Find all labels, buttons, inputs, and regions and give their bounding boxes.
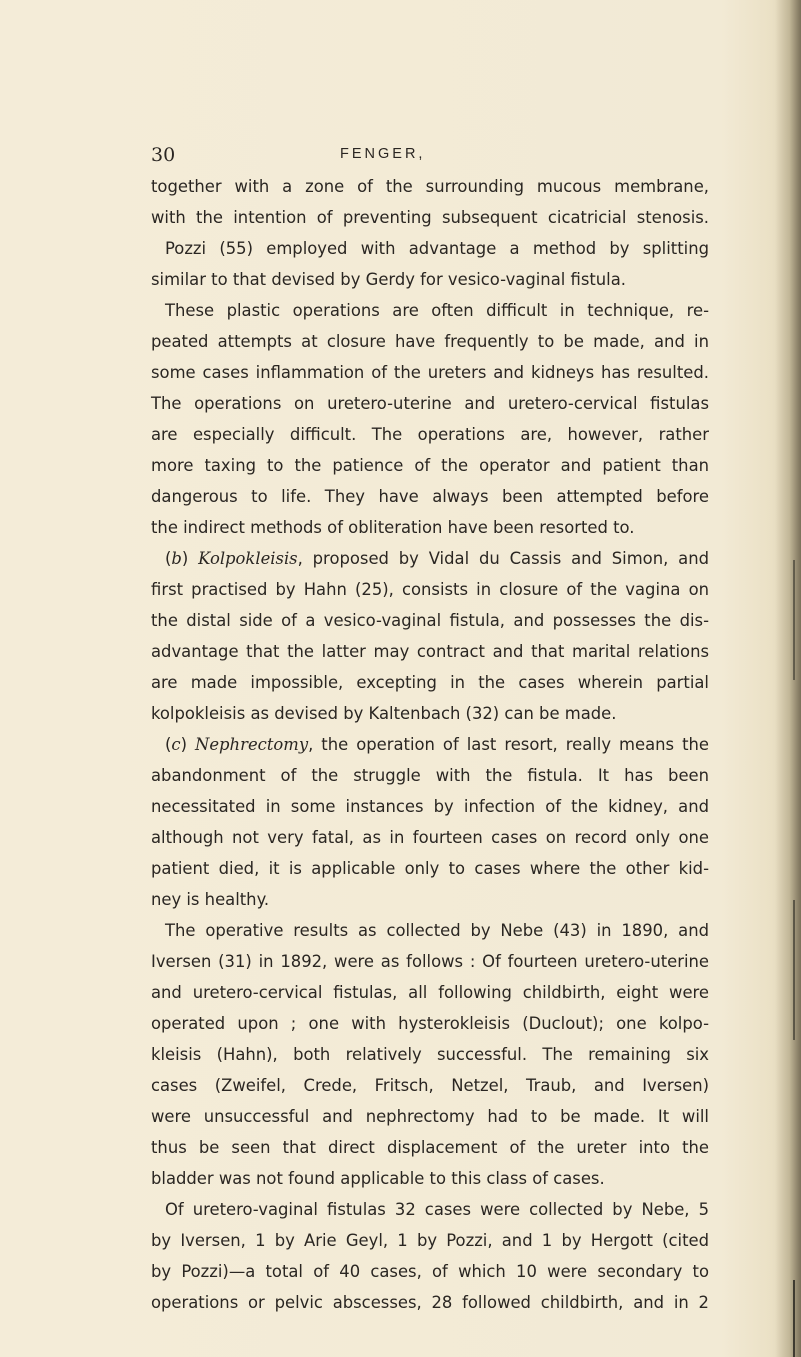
text-line: [151, 1163, 709, 1194]
text-segment: similar to that devised by Gerdy for vesico-vaginal fistula.: [151, 270, 626, 289]
text-segment: by Iversen, 1 by Arie Geyl, 1 by Pozzi, and 1 by Hergott (cited: [151, 1231, 709, 1250]
text-segment: advantage that the latter may contract and that marital relations: [151, 642, 709, 661]
text-line: [151, 1070, 709, 1101]
text-line: [151, 1287, 709, 1318]
text-segment: patient died, it is applicable only to cases where the other kid-: [151, 859, 709, 878]
text-line: [151, 1225, 709, 1256]
text-segment: These plastic operations are often difficult in technique, re-: [165, 301, 709, 320]
text-line: [151, 357, 709, 388]
text-line: [151, 946, 709, 977]
text-line: [151, 884, 709, 915]
text-segment: necessitated in some instances by infection of the kidney, and: [151, 797, 709, 816]
text-line: [151, 1256, 709, 1287]
text-segment: some cases inflammation of the ureters and kidneys has resulted.: [151, 363, 709, 382]
text-line: [151, 295, 709, 326]
text-line: [151, 977, 709, 1008]
page-edge-line: [793, 560, 795, 680]
text-segment: kleisis (Hahn), both relatively successful. The remaining six: [151, 1045, 709, 1064]
text-line: [151, 915, 709, 946]
text-line: [151, 171, 709, 202]
text-line: [151, 202, 709, 233]
text-line: [151, 419, 709, 450]
text-line: [151, 450, 709, 481]
text-segment: (: [165, 735, 172, 754]
text-line: [151, 636, 709, 667]
body-text: [151, 171, 709, 1318]
text-segment: kolpokleisis as devised by Kaltenbach (32) can be made.: [151, 704, 617, 723]
text-segment: b: [171, 549, 182, 568]
text-line: [151, 1132, 709, 1163]
text-segment: Pozzi (55) employed with advantage a method by splitting: [165, 239, 709, 258]
page-edge-line: [793, 1280, 795, 1357]
text-line: [151, 729, 709, 760]
text-line: [151, 543, 709, 574]
page-number: 30: [151, 144, 176, 166]
text-line: [151, 791, 709, 822]
text-line: [151, 233, 709, 264]
text-line: [151, 822, 709, 853]
text-segment: , proposed by Vidal du Cassis and Simon, and: [297, 549, 709, 568]
running-head: FENGER,: [340, 146, 426, 162]
text-segment: thus be seen that direct displacement of the ureter into the: [151, 1138, 709, 1157]
text-segment: cases (Zweifel, Crede, Fritsch, Netzel, Traub, and Iversen): [151, 1076, 709, 1095]
text-segment: although not very fatal, as in fourteen cases on record only one: [151, 828, 709, 847]
text-segment: operated upon ; one with hysterokleisis (Duclout); one kolpo-: [151, 1014, 709, 1033]
text-segment: Iversen (31) in 1892, were as follows : Of fourteen uretero-uterine: [151, 952, 709, 971]
text-line: [151, 388, 709, 419]
text-line: [151, 512, 709, 543]
text-line: [151, 326, 709, 357]
text-line: [151, 264, 709, 295]
text-segment: operations or pelvic abscesses, 28 followed childbirth, and in 2: [151, 1293, 709, 1312]
text-segment: ): [180, 735, 196, 754]
text-segment: and uretero-cervical fistulas, all following childbirth, eight were: [151, 983, 709, 1002]
text-line: [151, 667, 709, 698]
text-line: [151, 1101, 709, 1132]
text-segment: ): [181, 549, 199, 568]
text-segment: ney is healthy.: [151, 890, 270, 909]
text-segment: The operations on uretero-uterine and uretero-cervical fistulas: [151, 394, 709, 413]
text-segment: abandonment of the struggle with the fistula. It has been: [151, 766, 709, 785]
text-segment: Nephrectomy: [195, 735, 309, 754]
page-header: [151, 144, 711, 170]
text-segment: first practised by Hahn (25), consists in closure of the vagina on: [151, 580, 709, 599]
text-segment: bladder was not found applicable to this class of cases.: [151, 1169, 605, 1188]
page-edge-line: [793, 900, 795, 1040]
text-line: [151, 853, 709, 884]
text-segment: Kolpokleisis: [198, 549, 298, 568]
page-edge-shadow: [775, 0, 801, 1357]
text-segment: with the intention of preventing subsequent cicatricial stenosis.: [151, 208, 709, 227]
text-segment: more taxing to the patience of the operator and patient than: [151, 456, 709, 475]
text-segment: , the operation of last resort, really means the: [308, 735, 709, 754]
text-segment: together with a zone of the surrounding mucous membrane,: [151, 177, 709, 196]
text-line: [151, 574, 709, 605]
text-segment: peated attempts at closure have frequently to be made, and in: [151, 332, 709, 351]
text-segment: the indirect methods of obliteration have been resorted to.: [151, 518, 635, 537]
text-line: [151, 698, 709, 729]
text-segment: The operative results as collected by Nebe (43) in 1890, and: [165, 921, 709, 940]
text-line: [151, 760, 709, 791]
text-line: [151, 1194, 709, 1225]
text-line: [151, 1008, 709, 1039]
text-line: [151, 481, 709, 512]
text-segment: (: [165, 549, 172, 568]
text-segment: dangerous to life. They have always been attempted before: [151, 487, 709, 506]
text-line: [151, 1039, 709, 1070]
text-segment: the distal side of a vesico-vaginal fistula, and possesses the dis-: [151, 611, 709, 630]
text-segment: by Pozzi)—a total of 40 cases, of which 10 were secondary to: [151, 1262, 709, 1281]
text-segment: are especially difficult. The operations are, however, rather: [151, 425, 709, 444]
text-segment: c: [171, 735, 181, 754]
text-segment: Of uretero-vaginal fistulas 32 cases were collected by Nebe, 5: [165, 1200, 709, 1219]
text-line: [151, 605, 709, 636]
text-segment: were unsuccessful and nephrectomy had to be made. It will: [151, 1107, 709, 1126]
text-segment: are made impossible, excepting in the cases wherein partial: [151, 673, 709, 692]
